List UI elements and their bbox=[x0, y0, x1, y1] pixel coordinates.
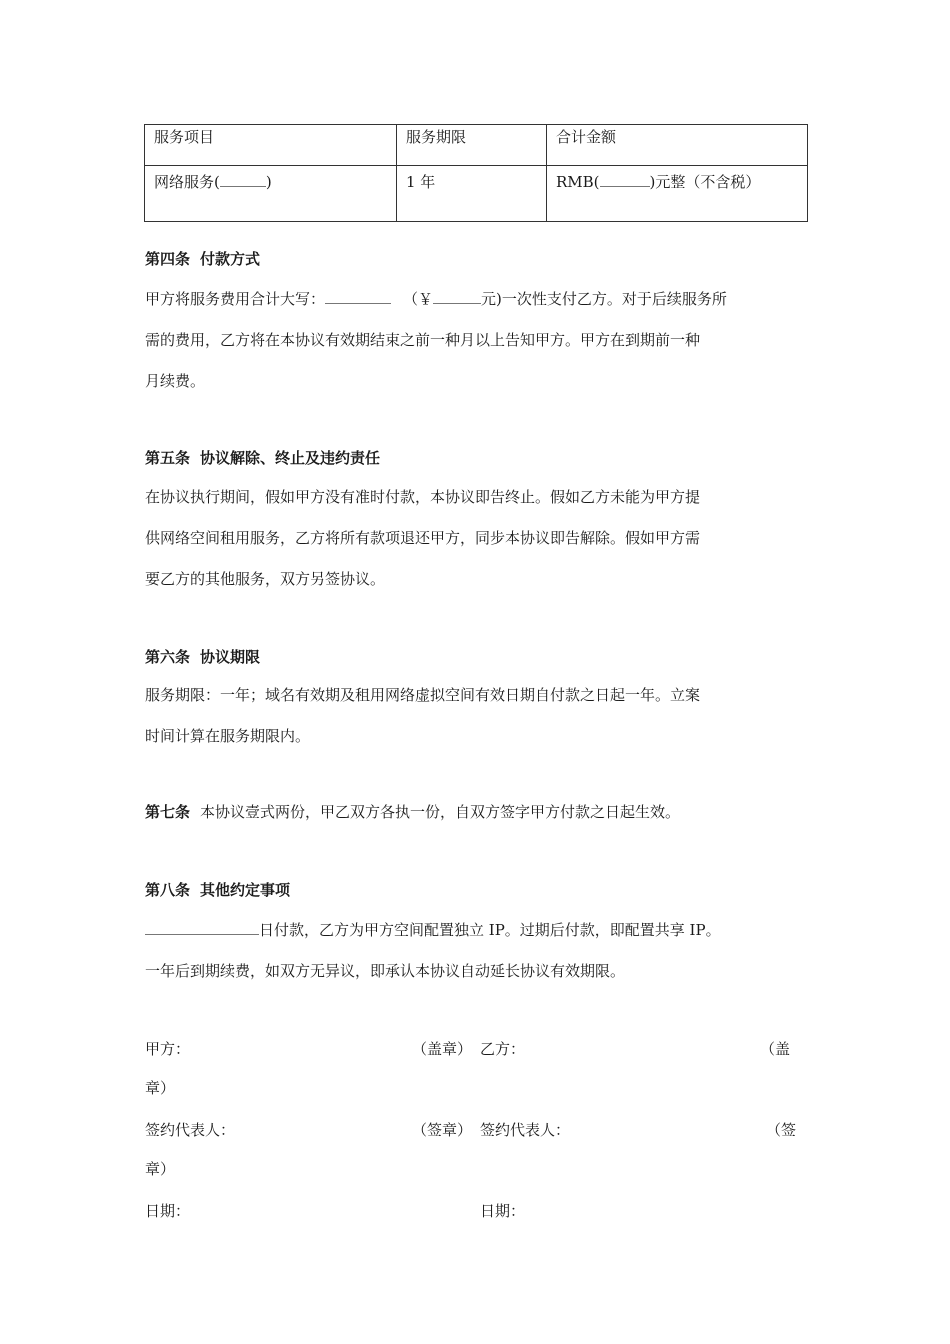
article-6-line-1: 服务期限：一年；域名有效期及租用网络虚拟空间有效日期自付款之日起一年。立案 bbox=[145, 686, 701, 704]
article-5-title: 协议解除、终止及违约责任 bbox=[200, 449, 381, 467]
header-service-term: 服务期限 bbox=[397, 125, 547, 166]
article-6-line-2: 时间计算在服务期限内。 bbox=[145, 727, 311, 745]
article-5-line-2: 供网络空间租用服务，乙方将所有款项退还甲方，同步本协议即告解除。假如甲方需 bbox=[145, 529, 701, 547]
cell-service-term: 1 年 bbox=[397, 166, 547, 222]
rep-a-sign: （签章） bbox=[412, 1121, 473, 1139]
article-6-heading bbox=[145, 646, 260, 667]
article-7 bbox=[145, 792, 805, 833]
article-8-heading bbox=[145, 879, 290, 900]
item-blank bbox=[220, 172, 266, 187]
article-7-number: 第七条 bbox=[145, 803, 191, 821]
article-4-text-c: 元)一次性支付乙方。对于后续服务所 bbox=[481, 290, 727, 308]
item-suffix: ) bbox=[265, 173, 272, 191]
article-4-line-2: 需的费用，乙方将在本协议有效期结束之前一种月以上告知甲方。甲方在到期前一种 bbox=[145, 331, 701, 349]
article-6-title: 协议期限 bbox=[200, 648, 261, 666]
article-8-number: 第八条 bbox=[145, 881, 191, 899]
rep-b-sign-2: 章） bbox=[145, 1160, 176, 1178]
amount-blank bbox=[600, 172, 650, 187]
article-5-body bbox=[145, 477, 805, 600]
article-8-line-1 bbox=[145, 910, 805, 951]
article-4-text-a: 甲方将服务费用合计大写： bbox=[145, 290, 326, 308]
amount-prefix: RMB( bbox=[556, 173, 600, 191]
article-4-heading bbox=[145, 248, 260, 269]
party-b-seal-1: （盖 bbox=[760, 1040, 791, 1058]
item-prefix: 网络服务( bbox=[154, 173, 220, 191]
header-service-item: 服务项目 bbox=[145, 125, 397, 166]
article-4-title: 付款方式 bbox=[200, 250, 261, 268]
table-header-row bbox=[145, 125, 808, 166]
article-4-body bbox=[145, 279, 805, 402]
rep-b-label: 签约代表人： bbox=[480, 1121, 571, 1139]
article-5-heading bbox=[145, 447, 380, 468]
amount-suffix: )元整（不含税） bbox=[649, 173, 761, 191]
date-b-label: 日期： bbox=[480, 1202, 526, 1220]
article-4-line-3: 月续费。 bbox=[145, 372, 206, 390]
header-total-amount: 合计金额 bbox=[547, 125, 808, 166]
article-8-line-2: 一年后到期续费，如双方无异议，即承认本协议自动延长协议有效期限。 bbox=[145, 962, 626, 980]
date-a-label: 日期： bbox=[145, 1202, 191, 1220]
article-8-body bbox=[145, 910, 805, 992]
amount-number-blank bbox=[433, 289, 481, 304]
party-b-seal-2: 章） bbox=[145, 1079, 176, 1097]
article-6-number: 第六条 bbox=[145, 648, 191, 666]
article-5-number: 第五条 bbox=[145, 449, 191, 467]
article-8-title: 其他约定事项 bbox=[200, 881, 291, 899]
article-7-text: 本协议壹式两份，甲乙双方各执一份，自双方签字甲方付款之日起生效。 bbox=[200, 803, 681, 821]
rep-a-label: 签约代表人： bbox=[145, 1121, 236, 1139]
party-a-label: 甲方： bbox=[145, 1040, 191, 1058]
service-table bbox=[144, 124, 808, 222]
article-8-text-1: 日付款，乙方为甲方空间配置独立 IP。过期后付款，即配置共享 IP。 bbox=[259, 921, 721, 939]
rep-b-sign-1: （签 bbox=[766, 1121, 797, 1139]
article-5-line-1: 在协议执行期间，假如甲方没有准时付款，本协议即告终止。假如乙方未能为甲方提 bbox=[145, 488, 701, 506]
article-4-line-1 bbox=[145, 279, 805, 320]
article-4-text-b: （￥ bbox=[403, 290, 434, 308]
cell-total-amount bbox=[547, 166, 808, 222]
table-row bbox=[145, 166, 808, 222]
article-5-line-3: 要乙方的其他服务，双方另签协议。 bbox=[145, 570, 386, 588]
party-b-label: 乙方： bbox=[480, 1040, 526, 1058]
article-6-body bbox=[145, 675, 805, 757]
amount-words-blank bbox=[325, 289, 391, 304]
cell-service-item bbox=[145, 166, 397, 222]
article-4-number: 第四条 bbox=[145, 250, 191, 268]
party-a-seal: （盖章） bbox=[412, 1040, 473, 1058]
payment-date-blank bbox=[145, 920, 259, 935]
